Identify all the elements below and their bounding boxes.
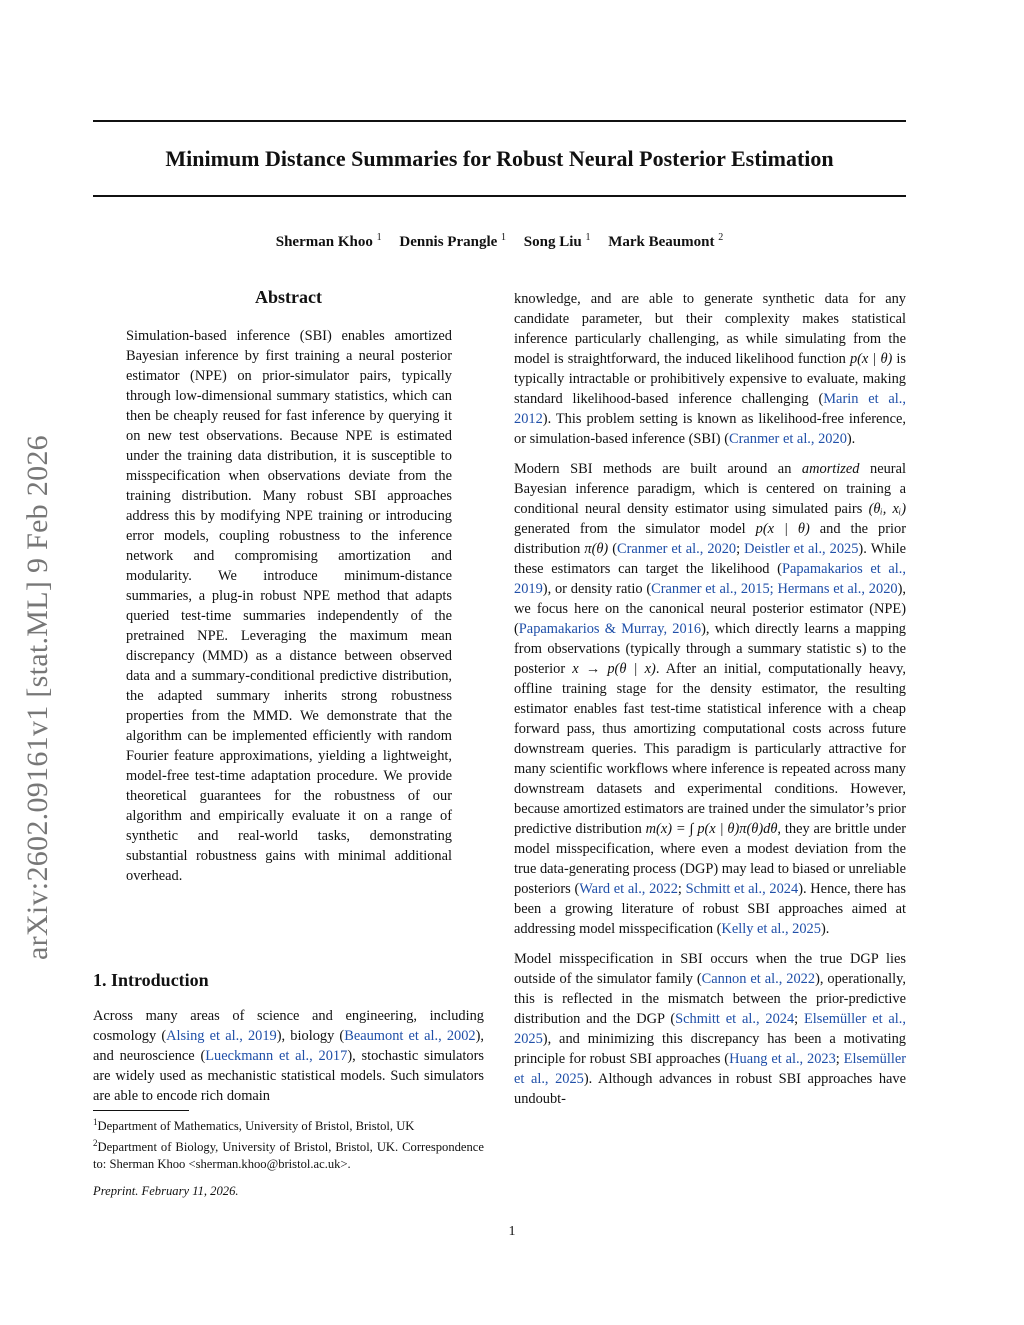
- author-1: [276, 234, 382, 250]
- citation-link[interactable]: Huang et al., 2023: [729, 1051, 836, 1067]
- math-expression: p(x | θ): [849, 351, 893, 367]
- right-paragraph-3: Model misspecification in SBI occurs when the true DGP lies outside of the simulator family (Cannon et al., 2022), operationally, this is reflected in the mismatch between the prior-predictive distribution and the DGP (Schmitt et al., 2024; Elsemüller et al., 2025), and minimizing this discrepancy has been a motivating principle for robust SBI approaches (Huang et al., 2023; Elsemüller et al., 2025). Although advances in robust SBI approaches have undoubt-: [514, 951, 906, 1107]
- right-paragraph-1: knowledge, and are able to generate synthetic data for any candidate parameter, but their complexity makes statistical inference particularly challenging, as while simulating from the model is straightforward, the induced likelihood function p(x | θ) is typically intractable or prohibitively expensive to evaluate, making standard likelihood-based inference challenging (Marin et al., 2012). This problem setting is known as likelihood-free inference, or simulation-based inference (SBI) (Cranmer et al., 2020).: [514, 291, 906, 447]
- citation-link[interactable]: Cranmer et al., 2020: [729, 431, 847, 447]
- author-4: [608, 234, 723, 250]
- citation-link[interactable]: Cannon et al., 2022: [701, 971, 816, 987]
- citation-link[interactable]: Kelly et al., 2025: [721, 921, 821, 937]
- page-number: 1: [508, 1224, 516, 1239]
- author-3: [524, 234, 591, 250]
- citation-link[interactable]: Cranmer et al., 2020: [617, 541, 737, 557]
- title-rule-top: [93, 120, 906, 122]
- citation-link[interactable]: Beaumont et al., 2002: [344, 1028, 476, 1044]
- citation-link[interactable]: Elsemüller et al., 2025: [514, 1011, 906, 1047]
- footnote-1: $^1$Department of Mathematics, University of Bristol, Bristol, UK: [93, 1117, 415, 1134]
- citation-link[interactable]: Deistler et al., 2025: [744, 541, 859, 557]
- abstract-heading: Abstract: [255, 287, 322, 307]
- citation-link[interactable]: Schmitt et al., 2024: [685, 881, 799, 897]
- citation-link[interactable]: Papamakarios & Murray, 2016: [518, 621, 702, 637]
- citation-link[interactable]: Lueckmann et al., 2017: [205, 1048, 348, 1064]
- abstract-text: Simulation-based inference (SBI) enables amortized Bayesian inference by first training a neural posterior estimator (NPE) on prior-simulator pairs, typically through low-dimensional summary statistics, which can then be cheaply reused for fast inference by querying it on new test observations. Because NPE is estimated under the training data distribution, it is susceptible to misspecification when observations deviate from the training distribution. Many robust SBI approaches address this by modifying NPE training or introducing error models, coupling robustness to the inference network and compromising amortization and modularity. We introduce minimum-distance summaries, a plug-in robust NPE method that adapts queried test-time summaries independently of the pretrained NPE. Leveraging the maximum mean discrepancy (MMD) as a distance between observed data and a summary-conditional predictive distribution, the adapted summary inherits strong robustness properties from the MMD. We demonstrate that the algorithm can be implemented efficiently with random Fourier feature approximations, yielding a lightweight, model-free test-time adaptation procedure. We provide theoretical guarantees for the robustness of our algorithm and empirically evaluate it on a range of synthetic and real-world tasks, demonstrating substantial robustness gains with minimal additional overhead.: [126, 328, 452, 884]
- footnote-rule: [93, 1110, 189, 1111]
- right-column: [514, 289, 906, 1119]
- citation-link[interactable]: Schmitt et al., 2024: [675, 1011, 795, 1027]
- citation-link[interactable]: Elsemüller et al., 2025: [514, 1051, 906, 1087]
- arxiv-identifier-stamp: arXiv:2602.09161v1 [stat.ML] 9 Feb 2026: [21, 435, 54, 960]
- math-expression: m(x) = ∫ p(x | θ)π(θ)dθ: [645, 821, 778, 837]
- footnote-2: $^2$Department of Biology, University of Bristol, Bristol, UK. Correspondence to: Sherman Khoo <sherman.khoo@bristol.ac.uk>.: [93, 1138, 484, 1172]
- author-list: [93, 232, 906, 251]
- author-name: Sherman Khoo: [275, 234, 373, 250]
- author-name: Mark Beaumont: [608, 234, 715, 250]
- affiliation-mark: 2: [718, 232, 724, 243]
- math-expression: π(θ): [584, 541, 609, 557]
- affiliation-mark: 1: [585, 232, 591, 243]
- right-paragraph-2: Modern SBI methods are built around an amortized neural Bayesian inference paradigm, which is centered on training a conditional neural density estimator using simulated pairs (θᵢ, xᵢ) generated from the simulator model p(x | θ) and the prior distribution π(θ) (Cranmer et al., 2020; Deistler et al., 2025). While these estimators can target the likelihood (Papamakarios et al., 2019), or density ratio (Cranmer et al., 2015; Hermans et al., 2020), we focus here on the canonical neural posterior estimator (NPE) (Papamakarios & Murray, 2016), which directly learns a mapping from observations (typically through a summary statistic s) to the posterior x → p(θ | x). After an initial, computationally heavy, offline training stage for the density estimator, the resulting estimator enables fast test-time statistical inference with a cheap forward pass, thus amortizing computational costs across future downstream queries. This paradigm is particularly attractive for many scientific workflows where inference is repeated across many downstream datasets and experimental conditions. However, because amortized estimators are trained under the simulator’s prior predictive distribution m(x) = ∫ p(x | θ)π(θ)dθ, they are brittle under model misspecification, where even a modest deviation from the true data-generating process (DGP) may lead to biased or unreliable posteriors (Ward et al., 2022; Schmitt et al., 2024). Hence, there has been a growing literature of robust SBI approaches aimed at addressing model misspecification (Kelly et al., 2025).: [514, 461, 907, 937]
- preprint-note: Preprint. February 11, 2026.: [93, 1184, 239, 1198]
- emphasis: amortized: [801, 461, 860, 477]
- affiliation-mark: 1: [376, 232, 382, 243]
- author-name: Song Liu: [523, 234, 582, 250]
- introduction-heading: 1. Introduction: [93, 970, 209, 990]
- math-expression: (θᵢ, xᵢ): [868, 501, 906, 517]
- footnotes: [93, 1114, 484, 1173]
- citation-link[interactable]: Alsing et al., 2019: [166, 1028, 277, 1044]
- paper-title: Minimum Distance Summaries for Robust Neural Posterior Estimation: [165, 146, 834, 171]
- affiliation-mark: 1: [501, 232, 507, 243]
- citation-link[interactable]: Papamakarios et al., 2019: [514, 561, 906, 597]
- author-name: Dennis Prangle: [399, 234, 498, 250]
- introduction-paragraph-1: Across many areas of science and engineering, including cosmology (Alsing et al., 2019), biology (Beaumont et al., 2002), and neuroscience (Lueckmann et al., 2017), stochastic simulators are widely used as mechanistic statistical models. Such simulators are able to encode rich domain: [93, 1008, 485, 1104]
- math-expression: p(x | θ): [755, 521, 810, 537]
- author-2: [399, 234, 506, 250]
- citation-link[interactable]: Marin et al., 2012: [514, 391, 906, 427]
- citation-link[interactable]: Cranmer et al., 2015; Hermans et al., 2020: [651, 581, 898, 597]
- title-rule-bottom: [93, 195, 906, 197]
- citation-link[interactable]: Ward et al., 2022: [579, 881, 678, 897]
- math-expression: x → p(θ | x): [572, 661, 656, 677]
